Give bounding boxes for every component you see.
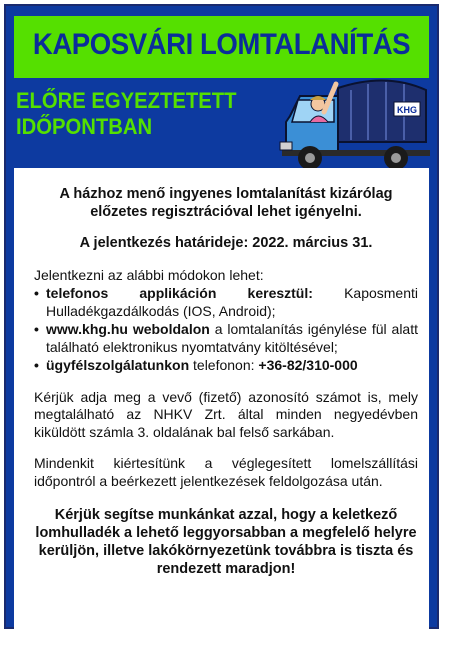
title-banner bbox=[14, 16, 429, 78]
bullet-icon: • bbox=[34, 285, 39, 301]
rear-hub bbox=[391, 153, 401, 163]
method-phone-label: ügyfélszolgálatunkon bbox=[46, 357, 190, 373]
closing-appeal: Kérjük segítse munkánkat azzal, hogy a keletkező lomhulladék a lehető leggyorsabban a megfelelő helyre kerüljön, illetve lakókörnyezetünk továbbra is tiszta és rendezett maradjon! bbox=[35, 507, 417, 577]
method-phone-text: telefonon: bbox=[189, 357, 259, 373]
method-app bbox=[34, 285, 418, 320]
poster-title: KAPOSVÁRI LOMTALANÍTÁS bbox=[32, 28, 411, 61]
methods-list bbox=[34, 285, 418, 375]
method-app-label: telefonos applikáción keresztül: bbox=[46, 285, 313, 301]
intro-text: A házhoz menő ingyenes lomtalanítást kizárólag előzetes regisztrációval lehet igényelni. bbox=[59, 186, 393, 220]
methods-intro: Jelentkezni az alábbi módokon lehet: bbox=[34, 266, 264, 283]
customer-id-note: Kérjük adja meg a vevő (fizető) azonosító számot is, mely megtalálható az NHKV Zrt. által minden negyedévben kiküldött számla 3. oldalának bal felső sarkában. bbox=[34, 388, 418, 440]
phone-number[interactable]: +36-82/310-000 bbox=[258, 357, 358, 373]
method-app-text: Kaposmenti Hulladékgazdálkodás (IOS, Android); bbox=[46, 285, 419, 319]
poster-subtitle bbox=[16, 88, 277, 140]
method-web-link[interactable]: www.khg.hu weboldalon bbox=[46, 321, 210, 337]
garbage-truck-illustration bbox=[276, 76, 441, 176]
headlight bbox=[280, 142, 292, 150]
subtitle-line-2: IDŐPONTBAN bbox=[16, 114, 153, 139]
deadline-text: A jelentkezés határideje: 2022. március 31. bbox=[79, 235, 373, 251]
notification-note: Mindenkit kiértesítünk a véglegesített lomelszállítási időpontról a beérkezett jelentkezések feldolgozása után. bbox=[34, 455, 418, 489]
khg-logo: KHG bbox=[397, 105, 417, 115]
poster-frame bbox=[4, 4, 439, 629]
subtitle-line-1: ELŐRE EGYEZTETETT bbox=[16, 88, 237, 113]
method-web bbox=[34, 321, 418, 356]
front-hub bbox=[305, 153, 315, 163]
bullet-icon: • bbox=[34, 321, 39, 337]
method-phone bbox=[34, 357, 418, 375]
info-panel bbox=[14, 168, 429, 630]
bullet-icon: • bbox=[34, 357, 39, 373]
method-web-text: a lomtalanítás igénylése fül alatt található elektronikus nyomtatvány kitöltésével; bbox=[46, 321, 418, 355]
